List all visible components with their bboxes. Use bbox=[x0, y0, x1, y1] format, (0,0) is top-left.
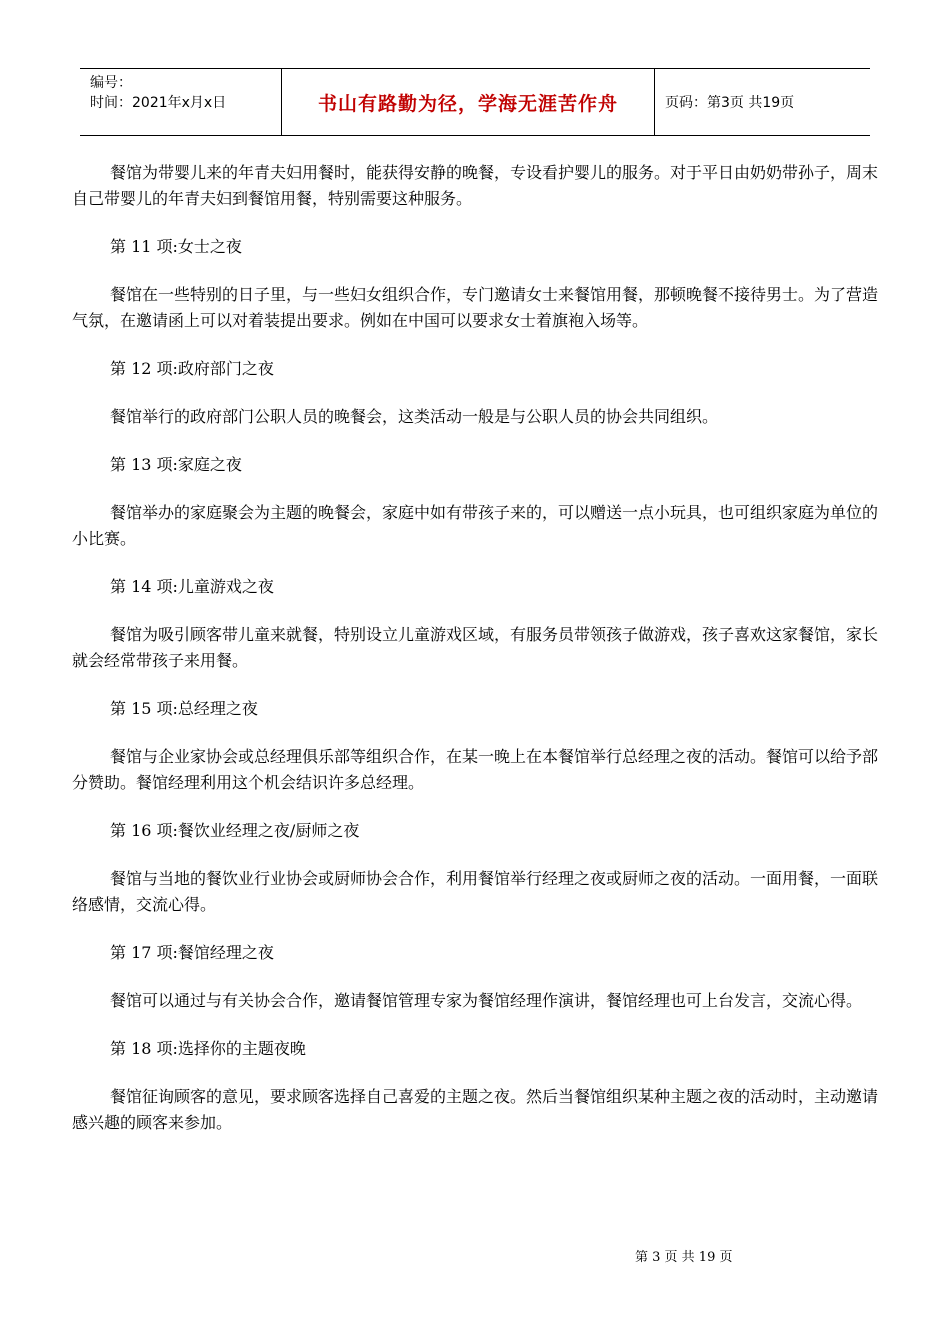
document-time-label: 时间：2021年x月x日 bbox=[90, 95, 227, 111]
document-number-label: 编号： bbox=[90, 75, 132, 91]
section-paragraph: 餐馆为吸引顾客带儿童来就餐，特别设立儿童游戏区域，有服务员带领孩子做游戏，孩子喜欢这家餐馆，家长就会经常带孩子来用餐。 bbox=[72, 625, 879, 670]
page-header bbox=[80, 68, 870, 136]
section-heading: 第 11 项:女士之夜 bbox=[110, 237, 242, 256]
section-heading: 第 16 项:餐饮业经理之夜/厨师之夜 bbox=[110, 821, 360, 840]
section-heading: 第 15 项:总经理之夜 bbox=[110, 699, 258, 718]
section-paragraph: 餐馆为带婴儿来的年青夫妇用餐时，能获得安静的晚餐，专设看护婴儿的服务。对于平日由奶奶带孙子，周末自己带婴儿的年青夫妇到餐馆用餐，特别需要这种服务。 bbox=[72, 163, 879, 208]
header-motto: 书山有路勤为径，学海无涯苦作舟 bbox=[317, 92, 618, 115]
section-heading: 第 14 项:儿童游戏之夜 bbox=[110, 577, 274, 596]
header-page-info-cell bbox=[655, 69, 870, 135]
header-motto-cell bbox=[282, 69, 655, 135]
document-body bbox=[72, 160, 878, 1136]
section-paragraph: 餐馆在一些特别的日子里，与一些妇女组织合作，专门邀请女士来餐馆用餐，那顿晚餐不接待男士。为了营造气氛，在邀请函上可以对着装提出要求。例如在中国可以要求女士着旗袍入场等。 bbox=[72, 285, 879, 330]
section-heading: 第 13 项:家庭之夜 bbox=[110, 455, 242, 474]
section-heading: 第 17 项:餐馆经理之夜 bbox=[110, 943, 274, 962]
header-page-info: 页码：第3页 共19页 bbox=[665, 95, 795, 111]
section-paragraph: 餐馆与当地的餐饮业行业协会或厨师协会合作，利用餐馆举行经理之夜或厨师之夜的活动。一面用餐，一面联络感情，交流心得。 bbox=[72, 869, 879, 914]
section-paragraph: 餐馆与企业家协会或总经理俱乐部等组织合作，在某一晚上在本餐馆举行总经理之夜的活动。餐馆可以给予部分赞助。餐馆经理利用这个机会结识许多总经理。 bbox=[72, 747, 879, 792]
page-footer: 第 3 页 共 19 页 bbox=[635, 1250, 733, 1265]
section-heading: 第 12 项:政府部门之夜 bbox=[110, 359, 274, 378]
section-paragraph: 餐馆举办的家庭聚会为主题的晚餐会，家庭中如有带孩子来的，可以赠送一点小玩具，也可组织家庭为单位的小比赛。 bbox=[72, 503, 879, 548]
section-paragraph: 餐馆征询顾客的意见，要求顾客选择自己喜爱的主题之夜。然后当餐馆组织某种主题之夜的活动时，主动邀请感兴趣的顾客来参加。 bbox=[72, 1087, 879, 1132]
section-paragraph: 餐馆举行的政府部门公职人员的晚餐会，这类活动一般是与公职人员的协会共同组织。 bbox=[110, 407, 719, 426]
section-heading: 第 18 项:选择你的主题夜晚 bbox=[110, 1039, 306, 1058]
header-meta bbox=[80, 69, 282, 135]
section-paragraph: 餐馆可以通过与有关协会合作，邀请餐馆管理专家为餐馆经理作演讲，餐馆经理也可上台发言，交流心得。 bbox=[110, 991, 863, 1010]
